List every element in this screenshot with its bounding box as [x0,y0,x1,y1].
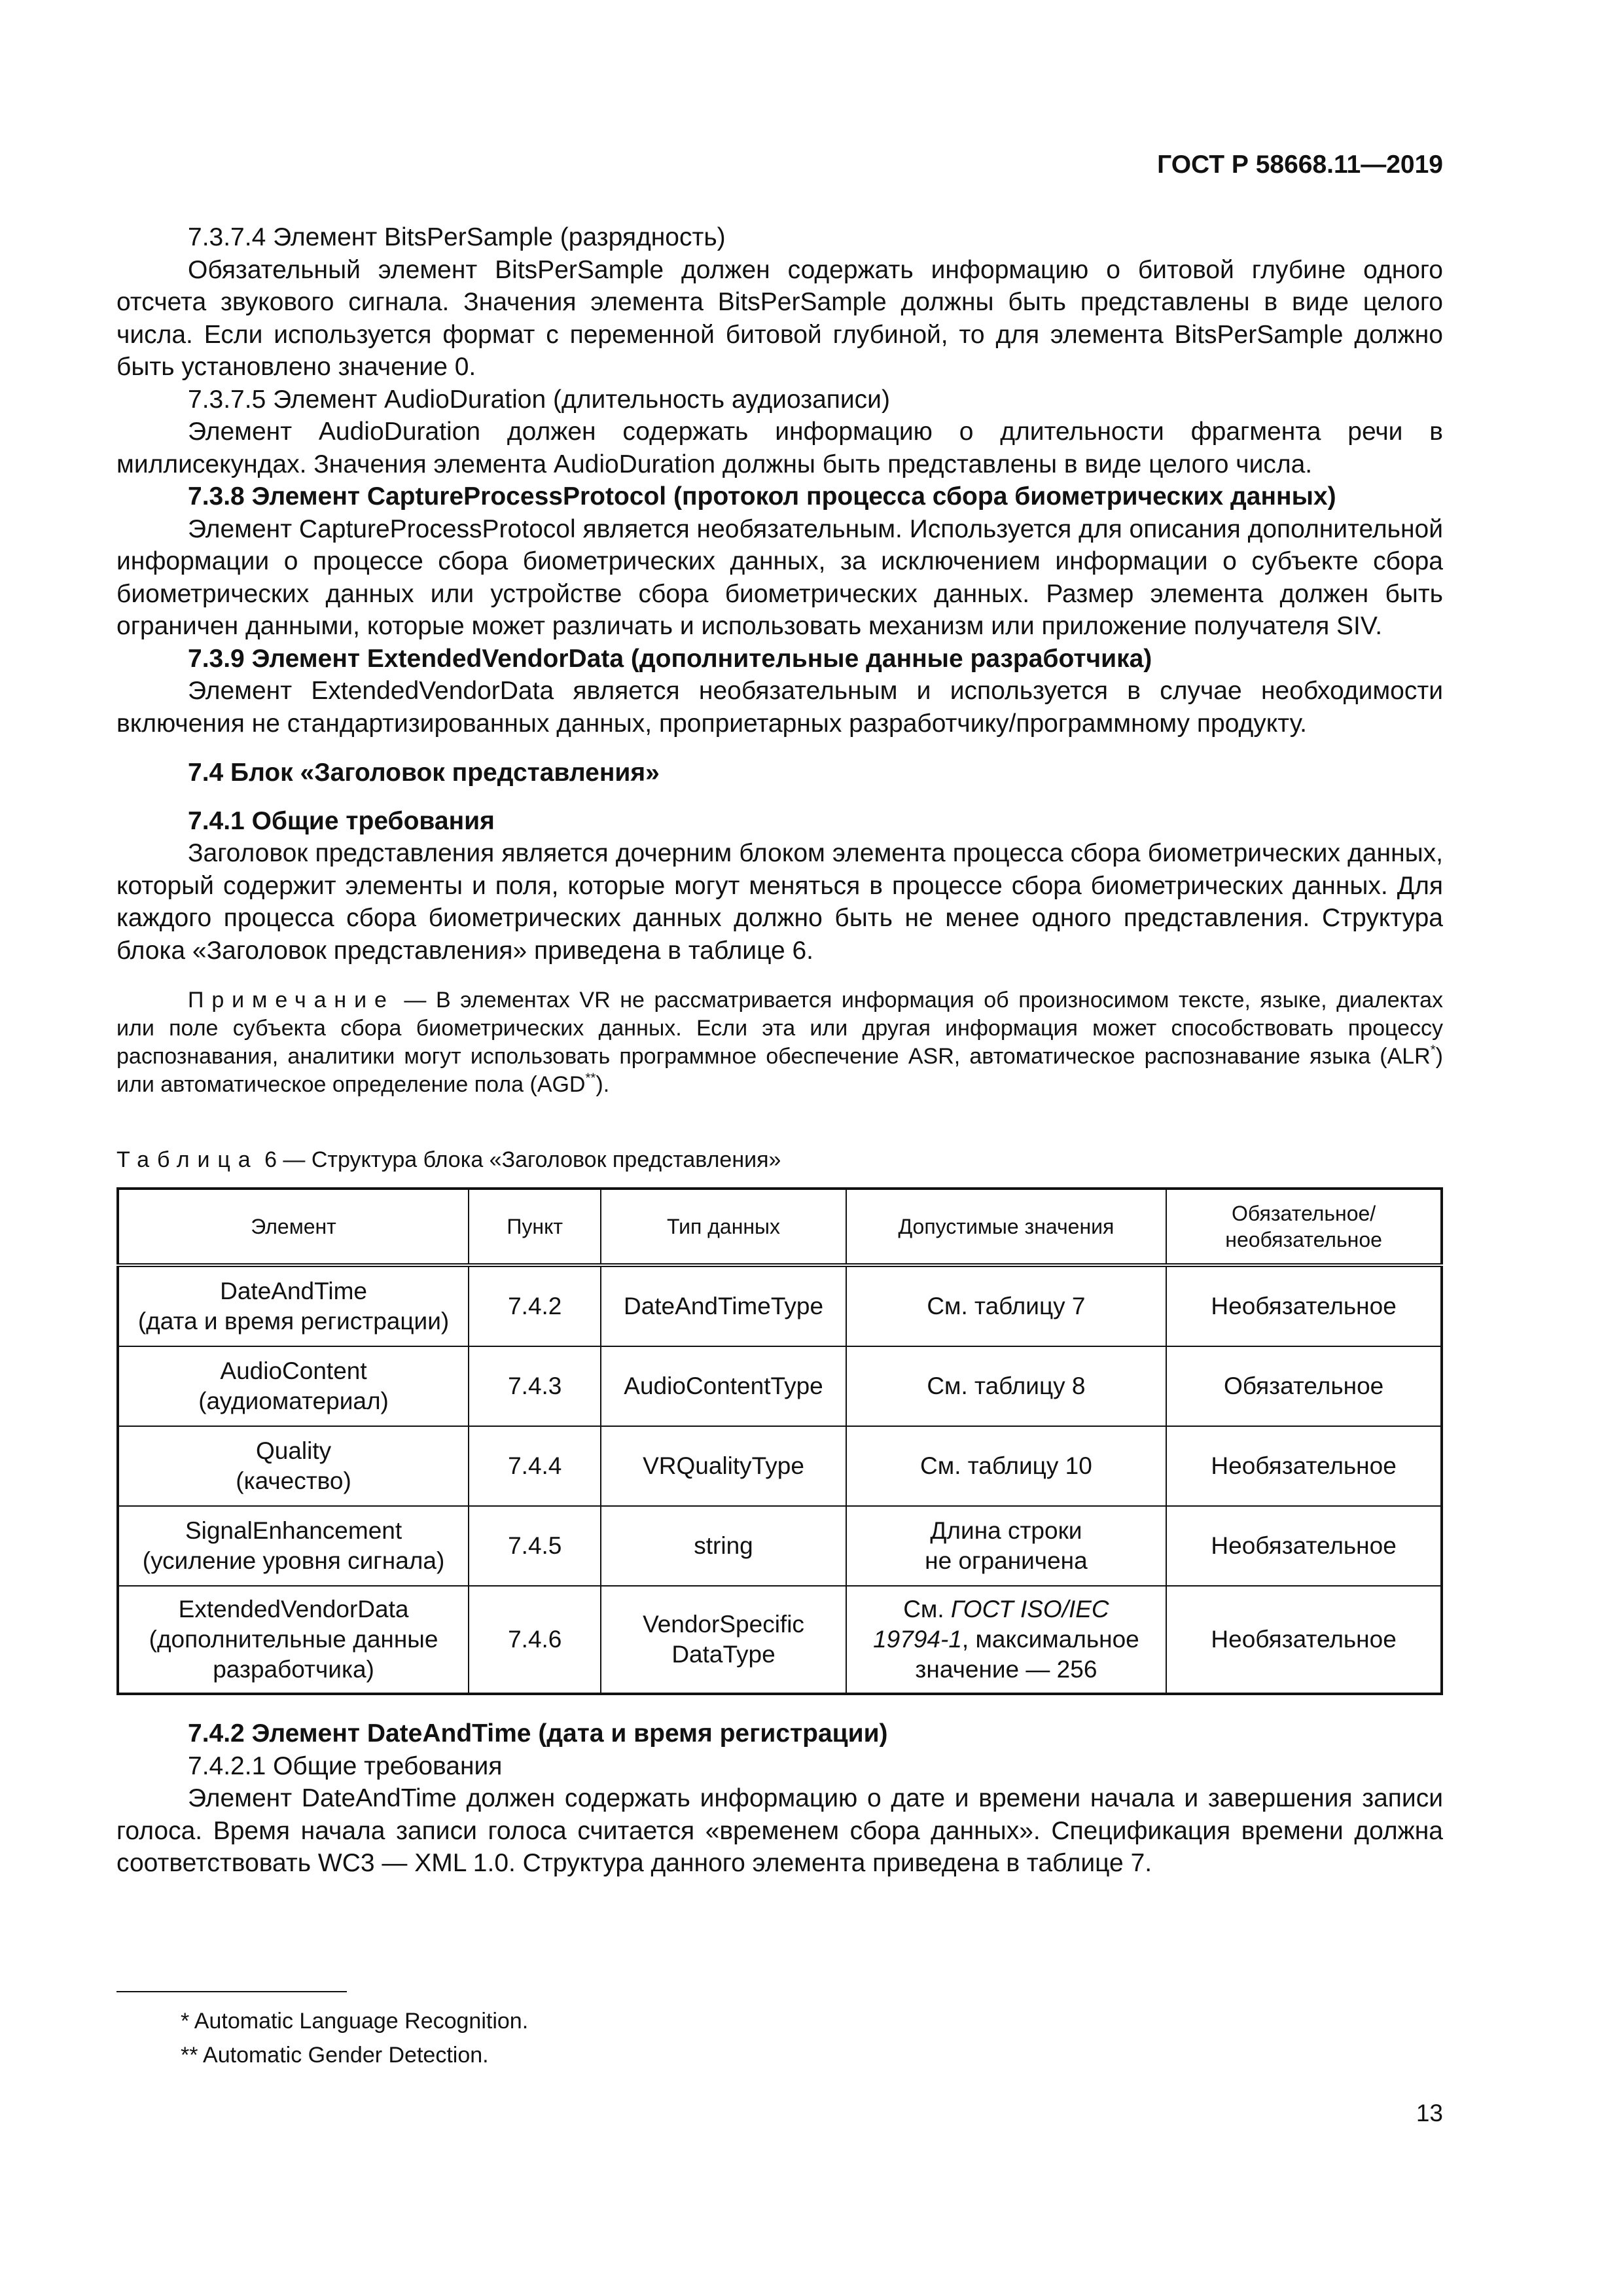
cell-allowed-values: См. таблицу 7 [846,1265,1167,1346]
clause-7-3-8-heading: 7.3.8 Элемент CaptureProcessProtocol (протокол процесса сбора биометрических данных) [188,482,1336,511]
footnote-alr: * Automatic Language Recognition. [181,2009,529,2034]
header-required: Обязательное/ необязательное [1166,1189,1442,1265]
cell-required: Необязательное [1166,1506,1442,1586]
cell-clause: 7.4.5 [469,1506,601,1586]
cell-data-type: string [601,1506,846,1586]
cell-clause: 7.4.4 [469,1426,601,1506]
clause-7-3-7-5-text: Элемент AudioDuration должен содержать информацию о длительности фрагмента речи в миллисекундах. Значения элемента AudioDuration должны быть представлены в виде целого числа. [116,418,1443,478]
document-header: ГОСТ Р 58668.11—2019 [1157,151,1443,179]
cell-element: DateAndTime (дата и время регистрации) [118,1265,469,1346]
cell-element: Quality (качество) [118,1426,469,1506]
clause-7-4-2-1-text: Элемент DateAndTime должен содержать информацию о дате и времени начала и завершения записи голоса. Время начала записи голоса считается «временем сбора данных». Спецификация времени должна соответствовать WC3 — XML 1.0. Структура данного элемента приведена в таблице 7. [116,1784,1443,1877]
cell-allowed-values: Длина строки не ограничена [846,1506,1167,1586]
clause-7-4-1-text: Заголовок представления является дочерним блоком элемента процесса сбора биометрических данных, который содержит элементы и поля, которые могут меняться в процессе сбора биометрических данных. Для каждого процесса сбора биометрических данных должно быть не менее одного представления. Структура блока «Заголовок представления» приведена в таблице 6. [116,839,1443,965]
note-text-c: ). [596,1072,610,1097]
note-text-b: ) или автоматическое определение пола (AGD [116,1044,1443,1097]
clause-7-3-9-heading: 7.3.9 Элемент ExtendedVendorData (дополнительные данные разработчика) [188,644,1152,673]
table-row [118,1506,1442,1586]
clause-7-4-1-heading: 7.4.1 Общие требования [188,806,495,835]
cell-allowed-values [846,1586,1167,1694]
table-6 [116,1187,1443,1695]
main-content [116,221,1443,1880]
cell-required: Необязательное [1166,1426,1442,1506]
header-data-type: Тип данных [601,1189,846,1265]
cell-element: SignalEnhancement (усиление уровня сигнала) [118,1506,469,1586]
values-prefix: См. [903,1596,951,1623]
table-header-row [118,1189,1442,1265]
table-row [118,1346,1442,1426]
clause-7-3-8-text: Элемент CaptureProcessProtocol является необязательным. Используется для описания дополнительной информации о процессе сбора биометрических данных, за исключением информации о субъекте сбора биометрических данных или устройстве сбора биометрических данных. Размер элемента должен быть ограничен данными, которые может различать и использовать механизм или приложение получателя SIV. [116,514,1443,640]
table-caption [116,1146,1443,1174]
header-allowed-values: Допустимые значения [846,1189,1167,1265]
cell-clause: 7.4.6 [469,1586,601,1694]
cell-data-type: DateAndTimeType [601,1265,846,1346]
cell-data-type: VRQualityType [601,1426,846,1506]
footnote-mark-agd: ** [585,1071,596,1086]
footnote-divider [116,1991,347,1992]
clause-7-3-7-4-heading: 7.3.7.4 Элемент BitsPerSample (разрядность) [188,223,726,251]
footnotes [116,2004,528,2072]
table-row [118,1265,1442,1346]
table-caption-label: Таблица [116,1147,259,1172]
cell-data-type: AudioContentType [601,1346,846,1426]
cell-element: ExtendedVendorData (дополнительные данные разработчика) [118,1586,469,1694]
table-row [118,1426,1442,1506]
table-row [118,1586,1442,1694]
cell-required: Необязательное [1166,1586,1442,1694]
header-clause: Пункт [469,1189,601,1265]
cell-allowed-values: См. таблицу 8 [846,1346,1167,1426]
clause-7-4-2-heading: 7.4.2 Элемент DateAndTime (дата и время регистрации) [188,1719,888,1748]
page-number: 13 [1416,2100,1443,2126]
cell-data-type: VendorSpecific DataType [601,1586,846,1694]
cell-clause: 7.4.3 [469,1346,601,1426]
cell-required: Обязательное [1166,1346,1442,1426]
note-text-a: — В элементах VR не рассматривается информация об произносимом тексте, языке, диалектах или поле субъекта сбора биометрических данных. Если эта или другая информация может способствовать процессу распознавания, аналитики могут использовать программное обеспечение ASR, автоматическое распознавание языка (ALR [116,988,1443,1069]
section-7-4-heading: 7.4 Блок «Заголовок представления» [188,759,660,787]
header-element: Элемент [118,1189,469,1265]
cell-element: AudioContent (аудиоматериал) [118,1346,469,1426]
note-paragraph [116,986,1443,1099]
note-label: Примечание [188,988,395,1013]
clause-7-3-9-text: Элемент ExtendedVendorData является необязательным и используется в случае необходимости включения не стандартизированных данных, проприетарных разработчику/программному продукту. [116,677,1443,738]
cell-clause: 7.4.2 [469,1265,601,1346]
table-caption-text: 6 — Структура блока «Заголовок представления» [258,1147,781,1172]
footnote-agd: ** Automatic Gender Detection. [181,2043,489,2068]
clause-7-3-7-4-text: Обязательный элемент BitsPerSample должен содержать информацию о битовой глубине одного отсчета звукового сигнала. Значения элемента BitsPerSample должны быть представлены в виде целого числа. Если используется формат с переменной битовой глубиной, то для элемента BitsPerSample должно быть установлено значение 0. [116,255,1443,381]
footnote-mark-alr: * [1430,1043,1436,1058]
clause-7-4-2-1-heading: 7.4.2.1 Общие требования [188,1751,503,1780]
values-suffix: , максимальное значение — 256 [915,1626,1139,1683]
cell-required: Необязательное [1166,1265,1442,1346]
clause-7-3-7-5-heading: 7.3.7.5 Элемент AudioDuration (длительность аудиозаписи) [188,385,890,414]
standard-reference: ГОСТ ISO/IEC 19794-1 [873,1596,1109,1653]
cell-allowed-values: См. таблицу 10 [846,1426,1167,1506]
